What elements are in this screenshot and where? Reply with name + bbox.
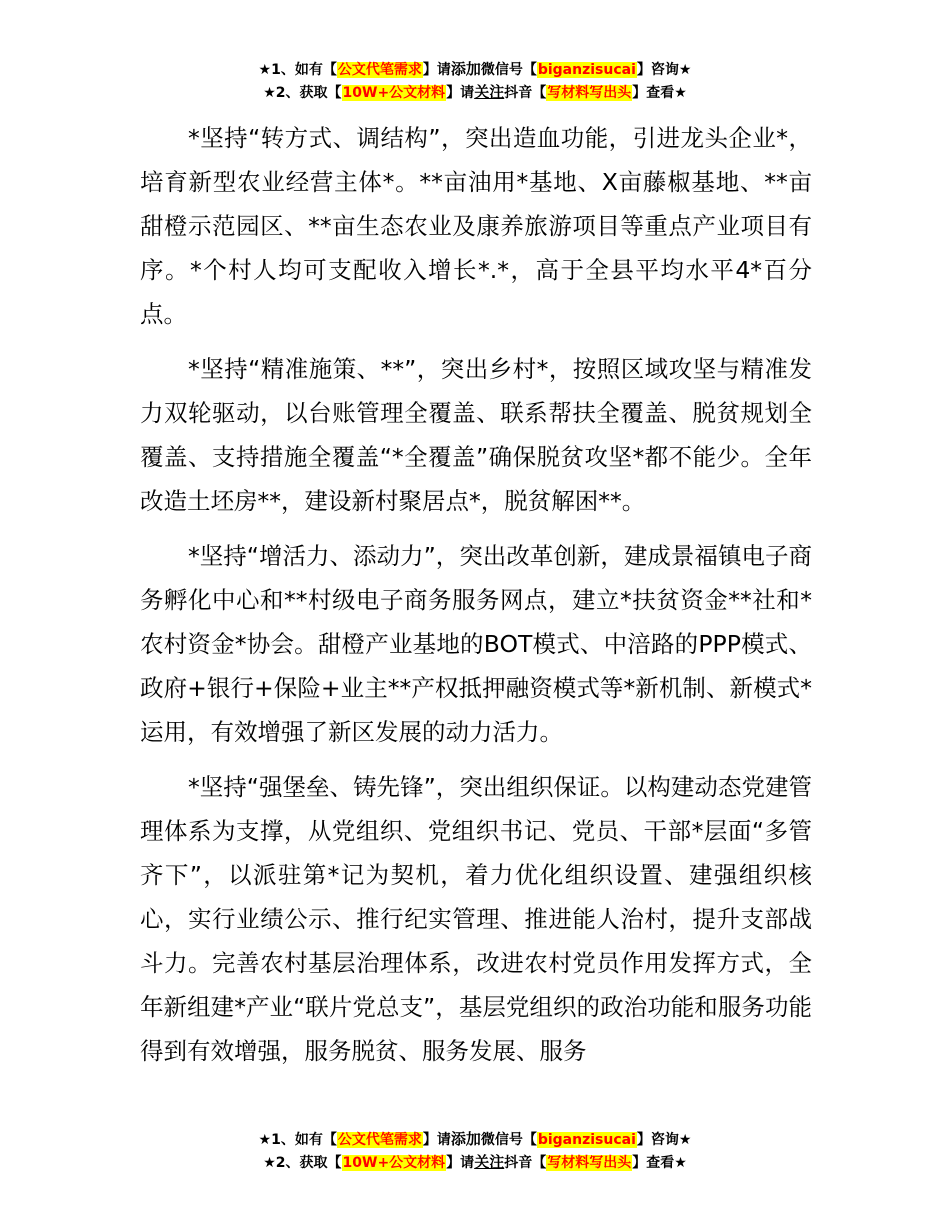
banner-line-2-prefix: ★2、获取【 bbox=[263, 85, 342, 101]
footer-line-2-mid: 】请 bbox=[446, 1155, 475, 1171]
footer-line-1-suffix: 】咨询★ bbox=[636, 1132, 692, 1148]
banner-line-2-highlight-douyin: 写材料写出头 bbox=[547, 85, 632, 101]
footer-line-2-suffix: 】查看★ bbox=[632, 1155, 687, 1171]
paragraph-party-organization: *坚持“强堡垒、铸先锋”，突出组织保证。以构建动态党建管理体系为支撑，从党组织、党组织书记、党员、干部*层面“多管齐下”，以派驻第*记为契机，着力优化组织设置、建强组织核心，实行业绩公示、推行纪实管理、推进能人治村，提升支部战斗力。完善农村基层治理体系，改进农村党员作用发挥方式，全年新组建*产业“联片党总支”，基层党组织的政治功能和服务功能得到有效增强，服务脱贫、服务发展、服务 bbox=[140, 773, 812, 1065]
banner-line-1-emph: 添加 bbox=[450, 60, 481, 78]
footer-line-2-highlight-douyin: 写材料写出头 bbox=[547, 1155, 632, 1171]
footer-line-2-emph: 关注 bbox=[474, 1153, 505, 1171]
footer-line-2-prefix: ★2、获取【 bbox=[263, 1155, 342, 1171]
banner-line-1-mid: 】请 bbox=[422, 62, 451, 78]
footer-line-2 bbox=[0, 1151, 950, 1174]
paragraph-transform-structure: *坚持“转方式、调结构”，突出造血功能，引进龙头企业*，培育新型农业经营主体*。**亩油用*基地、X亩藤椒基地、**亩甜橙示范园区、**亩生态农业及康养旅游项目等重点产业项目有序。*个村人均可支配收入增长*.*，高于全县平均水平4*百分点。 bbox=[140, 124, 812, 328]
banner-line-2-suffix: 】查看★ bbox=[632, 85, 687, 101]
header-banner bbox=[0, 58, 950, 104]
footer-line-1-mid2: 微信号【 bbox=[480, 1132, 537, 1148]
banner-line-1-suffix: 】咨询★ bbox=[636, 62, 692, 78]
banner-line-1-highlight-service: 公文代笔需求 bbox=[337, 62, 422, 78]
paragraph-vitality-reform: *坚持“增活力、添动力”，突出改革创新，建成景福镇电子商务孵化中心和**村级电子商务服务网点，建立*扶贫资金**社和*农村资金*协会。甜橙产业基地的BOT模式、中涪路的PPP模式、政府+银行+保险+业主**产权抵押融资模式等*新机制、新模式*运用，有效增强了新区发展的动力活力。 bbox=[140, 542, 812, 746]
banner-line-2-highlight-materials: 10W+公文材料 bbox=[342, 85, 446, 101]
banner-line-1 bbox=[0, 58, 950, 81]
footer-line-1 bbox=[0, 1128, 950, 1151]
banner-line-2 bbox=[0, 81, 950, 104]
banner-line-2-mid2: 抖音【 bbox=[504, 85, 547, 101]
footer-banner bbox=[0, 1128, 950, 1174]
footer-line-1-highlight-service: 公文代笔需求 bbox=[337, 1132, 422, 1148]
footer-line-1-highlight-wechat: biganzisucai bbox=[537, 1132, 636, 1148]
document-body bbox=[140, 116, 812, 1084]
banner-line-1-mid2: 微信号【 bbox=[480, 62, 537, 78]
footer-line-2-mid2: 抖音【 bbox=[504, 1155, 547, 1171]
banner-line-1-highlight-wechat: biganzisucai bbox=[537, 62, 636, 78]
banner-line-1-prefix: ★1、如有【 bbox=[258, 62, 337, 78]
footer-line-1-mid: 】请 bbox=[422, 1132, 451, 1148]
footer-line-1-emph: 添加 bbox=[450, 1130, 481, 1148]
banner-line-2-mid: 】请 bbox=[446, 85, 475, 101]
banner-line-2-emph: 关注 bbox=[474, 83, 505, 101]
footer-line-2-highlight-materials: 10W+公文材料 bbox=[342, 1155, 446, 1171]
footer-line-1-prefix: ★1、如有【 bbox=[258, 1132, 337, 1148]
paragraph-precise-policy: *坚持“精准施策、**”，突出乡村*，按照区域攻坚与精准发力双轮驱动，以台账管理全覆盖、联系帮扶全覆盖、脱贫规划全覆盖、支持措施全覆盖“*全覆盖”确保脱贫攻坚*都不能少。全年改造土坯房**，建设新村聚居点*，脱贫解困**。 bbox=[140, 355, 812, 515]
